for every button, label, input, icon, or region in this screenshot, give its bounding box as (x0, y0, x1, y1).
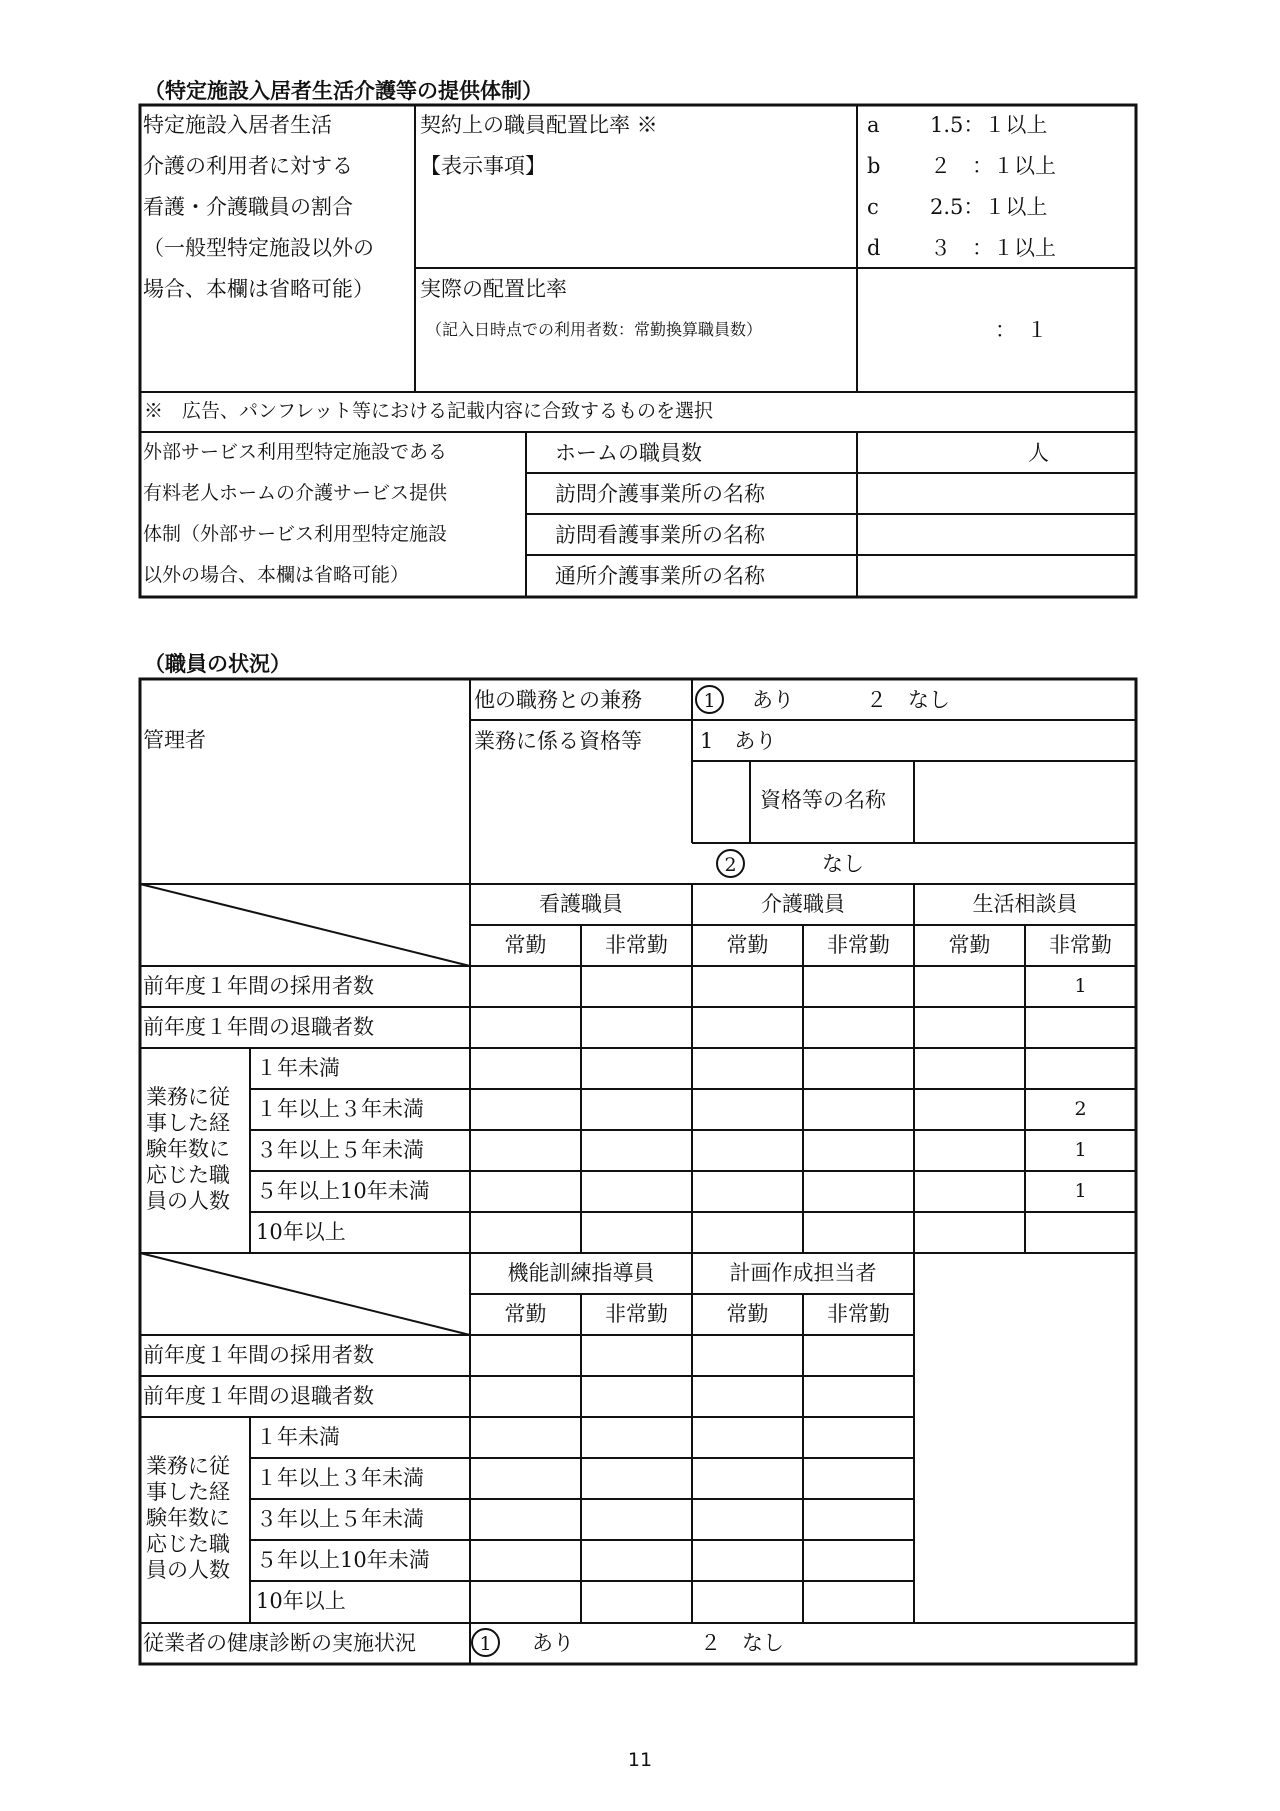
option-value: 1.5：１以上 (930, 113, 1048, 137)
concurrent-option-1[interactable] (695, 685, 724, 714)
footnote: ※ 広告、パンフレット等における記載内容に合致するものを選択 (144, 400, 714, 422)
group-header-counselor: 生活相談員 (972, 892, 1078, 916)
exp-row-label: １年以上３年未満 (256, 1097, 424, 1121)
health-option-2[interactable]: ２ なし (700, 1631, 784, 1655)
qualification-option-1[interactable]: 1 あり (700, 729, 777, 753)
qualification-name-label: 資格等の名称 (760, 788, 886, 812)
row-label-retired: 前年度１年間の退職者数 (143, 1015, 374, 1039)
external-header-line: 外部サービス利用型特定施設である (143, 441, 448, 463)
option-value: 2.5：１以上 (930, 195, 1048, 219)
exp-row-label: １年以上３年未満 (256, 1466, 424, 1490)
row-label-hired: 前年度１年間の採用者数 (143, 974, 374, 998)
row-header-line: 場合、本欄は省略可能） (143, 277, 374, 301)
contract-ratio-label: 契約上の職員配置比率 ※ (420, 113, 658, 137)
exp-row-label: 10年以上 (256, 1589, 346, 1613)
experience-label-line: 験年数に (146, 1506, 230, 1530)
external-row-value[interactable]: 人 (1028, 441, 1049, 465)
group-header-nurse: 看護職員 (539, 892, 623, 916)
experience-label-line: 員の人数 (146, 1558, 230, 1582)
qualification-label: 業務に係る資格等 (474, 729, 642, 753)
page-number: 11 (627, 1749, 653, 1771)
section-title-provision: （特定施設入居者生活介護等の提供体制） (144, 79, 543, 103)
external-row-label: 訪問介護事業所の名称 (555, 482, 765, 506)
sub-header: 非常勤 (1049, 933, 1112, 957)
exp-row-label: １年未満 (256, 1056, 340, 1080)
option-key: b (867, 154, 881, 178)
row-label-retired: 前年度１年間の退職者数 (143, 1384, 374, 1408)
health-option-1[interactable] (471, 1628, 500, 1657)
row-label-hired: 前年度１年間の採用者数 (143, 1343, 374, 1367)
circled-number-icon: 1 (471, 1628, 500, 1657)
health-check-label: 従業者の健康診断の実施状況 (143, 1631, 416, 1655)
qualification-option-2-label: なし (822, 852, 864, 876)
sub-header: 常勤 (948, 933, 991, 957)
option-key: a (867, 113, 880, 137)
external-row-label: ホームの職員数 (555, 441, 702, 465)
concurrent-label: 他の職務との兼務 (474, 688, 642, 712)
manager-label: 管理者 (143, 728, 206, 752)
experience-label-line: 応じた職 (146, 1532, 230, 1556)
option-value: ３ ：１以上 (930, 236, 1056, 260)
sub-header: 非常勤 (605, 1302, 668, 1326)
health-option-1-label: あり (532, 1631, 574, 1655)
group-header-trainer: 機能訓練指導員 (507, 1261, 655, 1285)
exp-row-label: ５年以上10年未満 (256, 1548, 430, 1572)
row-header-line: 看護・介護職員の割合 (143, 195, 353, 219)
table-cell[interactable]: 1 (1074, 975, 1087, 997)
concurrent-option-1-label: あり (752, 688, 794, 712)
concurrent-option-2[interactable]: ２ なし (866, 688, 950, 712)
group-header-planner: 計画作成担当者 (729, 1261, 877, 1285)
sub-header: 非常勤 (827, 933, 890, 957)
group-header-care: 介護職員 (761, 892, 845, 916)
actual-ratio-note: （記入日時点での利用者数：常勤換算職員数） (426, 320, 763, 339)
external-header-line: 以外の場合、本欄は省略可能） (143, 564, 410, 586)
circled-number-icon: 2 (716, 849, 745, 878)
sub-header: 常勤 (504, 1302, 547, 1326)
external-row-label: 訪問看護事業所の名称 (555, 523, 765, 547)
sub-header: 常勤 (726, 1302, 769, 1326)
table-cell[interactable]: 1 (1074, 1139, 1087, 1161)
external-header-line: 有料老人ホームの介護サービス提供 (143, 482, 448, 504)
exp-row-label: ３年以上５年未満 (256, 1138, 424, 1162)
actual-ratio-value[interactable]: ： １ (995, 318, 1048, 342)
exp-row-label: ５年以上10年未満 (256, 1179, 430, 1203)
experience-label-line: 業務に従 (146, 1085, 230, 1109)
experience-label-line: 応じた職 (146, 1163, 230, 1187)
row-header-line: 介護の利用者に対する (143, 154, 353, 178)
external-header-line: 体制（外部サービス利用型特定施設 (143, 523, 448, 545)
display-item-label: 【表示事項】 (420, 154, 546, 178)
circled-number-icon: 1 (695, 685, 724, 714)
experience-label-line: 業務に従 (146, 1454, 230, 1478)
option-value: ２ ：１以上 (930, 154, 1056, 178)
sub-header: 非常勤 (605, 933, 668, 957)
actual-ratio-label: 実際の配置比率 (420, 277, 567, 301)
row-header-line: 特定施設入居者生活 (143, 113, 332, 137)
section-title-staff: （職員の状況） (144, 652, 291, 676)
exp-row-label: １年未満 (256, 1425, 340, 1449)
sub-header: 常勤 (726, 933, 769, 957)
qualification-option-2[interactable] (716, 849, 745, 878)
table-cell[interactable]: 1 (1074, 1180, 1087, 1202)
experience-label-line: 験年数に (146, 1137, 230, 1161)
exp-row-label: 10年以上 (256, 1220, 346, 1244)
experience-label-line: 事した経 (146, 1480, 230, 1504)
sub-header: 非常勤 (827, 1302, 890, 1326)
external-row-label: 通所介護事業所の名称 (555, 564, 765, 588)
table-cell[interactable]: 2 (1074, 1098, 1087, 1120)
option-key: c (867, 195, 879, 219)
experience-label-line: 事した経 (146, 1111, 230, 1135)
row-header-line: （一般型特定施設以外の (143, 236, 374, 260)
sub-header: 常勤 (504, 933, 547, 957)
exp-row-label: ３年以上５年未満 (256, 1507, 424, 1531)
experience-label-line: 員の人数 (146, 1189, 230, 1213)
option-key: d (867, 236, 881, 260)
